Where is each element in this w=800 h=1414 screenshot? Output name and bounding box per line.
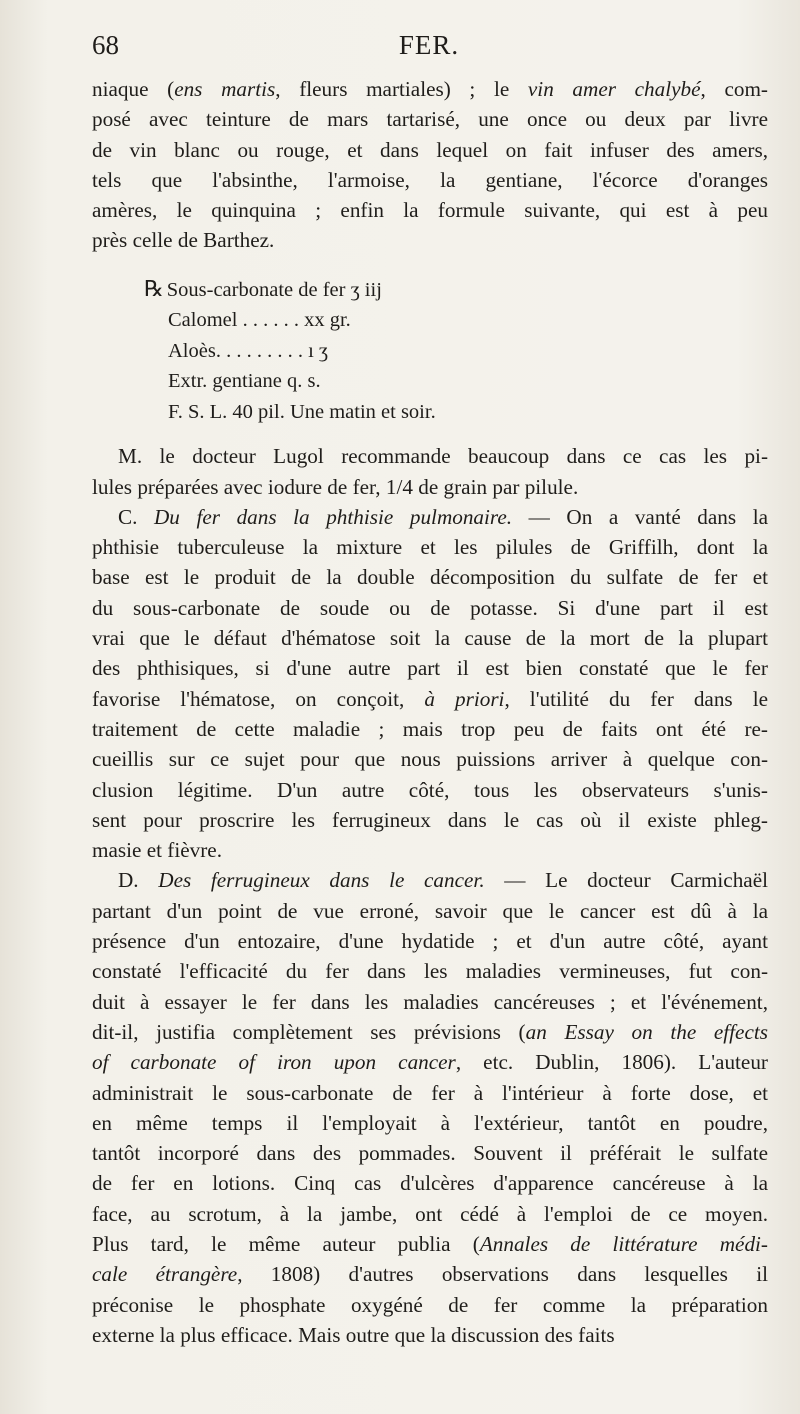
- text-line: [92, 714, 768, 744]
- text-segment: du sous-carbonate de soude ou de potasse. Si d'une part il est: [92, 595, 768, 620]
- recipe-line: [92, 305, 768, 336]
- text-segment: — Le docteur Carmichaël: [484, 868, 768, 893]
- text-line: [92, 225, 768, 255]
- text-segment: en même temps il l'employait à l'extérieur, tantôt en poudre,: [92, 1110, 768, 1135]
- text-segment: dit-il, justifia complètement ses prévisions (: [92, 1019, 526, 1044]
- italic-text: an Essay on the effects: [525, 1019, 769, 1044]
- text-segment: administrait le sous-carbonate de fer à l'intérieur à forte dose, et: [92, 1080, 768, 1105]
- recipe-line: [92, 274, 768, 306]
- text-line: [92, 195, 768, 225]
- text-segment: favorise l'hématose, on conçoit,: [92, 686, 425, 711]
- text-line: [92, 441, 768, 471]
- text-segment: Plus tard, le même auteur publia (: [92, 1232, 480, 1256]
- italic-text: Du fer dans la phthisie pulmonaire.: [154, 504, 513, 529]
- text-line: [92, 623, 768, 653]
- text-segment: posé avec teinture de mars tartarisé, une once ou deux par livre: [92, 107, 768, 132]
- text-line: [92, 1078, 768, 1108]
- text-line: [92, 1168, 768, 1198]
- text-segment: vrai que le défaut d'hématose soit la cause de la mort de la plupart: [92, 626, 768, 651]
- text-line: [92, 744, 768, 774]
- text-segment: des phthisiques, si d'une autre part il est bien constaté que le fer: [92, 656, 768, 681]
- text-segment: traitement de cette maladie ; mais trop peu de faits ont été re-: [92, 716, 768, 741]
- text-segment: présence d'un entozaire, d'une hydatide ; et d'un autre côté, ayant: [92, 929, 768, 954]
- text-line: [92, 74, 768, 104]
- italic-text: ens martis: [174, 77, 276, 101]
- text-line: [92, 502, 768, 532]
- paragraph-cancer: [92, 865, 768, 1350]
- text-segment: constaté l'efficacité du fer dans les maladies vermineuses, fut con-: [92, 959, 768, 984]
- text-segment: masie et fièvre.: [92, 838, 223, 863]
- italic-text: Annales de littérature médi-: [479, 1232, 768, 1256]
- recipe-text: Calomel . . . . . . xx gr.: [168, 309, 351, 332]
- text-line: [92, 1108, 768, 1138]
- text-segment: tels que l'absinthe, l'armoise, la gentiane, l'écorce d'oranges: [92, 167, 768, 192]
- paragraph-phthisie: [92, 502, 768, 866]
- text-segment: près celle de Barthez.: [92, 228, 275, 253]
- text-line: [92, 135, 768, 165]
- text-segment: , com-: [700, 77, 768, 101]
- text-line: [92, 1290, 768, 1320]
- body-text: [92, 74, 768, 1350]
- text-segment: clusion légitime. D'un autre côté, tous les observateurs s'unis-: [92, 777, 768, 802]
- text-line: [92, 865, 768, 895]
- recipe-text: F. S. L. 40 pil. Une matin et soir.: [168, 400, 436, 423]
- text-line: [92, 1199, 768, 1229]
- text-line: [92, 1259, 768, 1289]
- italic-text: à priori: [424, 686, 505, 711]
- text-segment: C.: [118, 504, 154, 529]
- page-number: 68: [92, 30, 119, 60]
- text-segment: — On a vanté dans la: [512, 504, 768, 529]
- text-line: [92, 532, 768, 562]
- text-line: [92, 835, 768, 865]
- recipe-text: Sous-carbonate de fer ʒ iij: [166, 278, 382, 301]
- text-segment: base est le produit de la double décomposition du sulfate de fer et: [92, 565, 768, 590]
- text-segment: tantôt incorporé dans des pommades. Souvent il préférait le sulfate: [92, 1141, 768, 1166]
- text-line: [92, 1229, 768, 1259]
- text-segment: , l'utilité du fer dans le: [504, 686, 769, 711]
- text-line: [92, 1138, 768, 1168]
- text-segment: D.: [118, 868, 159, 893]
- text-segment: phthisie tuberculeuse la mixture et les pilules de Griffilh, dont la: [92, 535, 768, 560]
- text-line: [92, 926, 768, 956]
- italic-text: vin amer chalybé: [527, 77, 701, 101]
- italic-text: Des ferrugineux dans le cancer.: [158, 868, 485, 893]
- text-segment: sent pour proscrire les ferrugineux dans le cas où il existe phleg-: [92, 807, 768, 832]
- text-segment: de vin blanc ou rouge, et dans lequel on fait infuser des amers,: [92, 137, 768, 162]
- recipe-text: Extr. gentiane q. s.: [168, 370, 321, 393]
- text-line: [92, 562, 768, 592]
- text-line: [92, 805, 768, 835]
- text-line: [92, 653, 768, 683]
- running-title: FER.: [398, 30, 460, 60]
- text-line: [92, 775, 768, 805]
- text-line: [92, 472, 768, 502]
- text-line: [92, 593, 768, 623]
- text-segment: amères, le quinquina ; enfin la formule suivante, qui est à peu: [92, 198, 768, 223]
- text-segment: cueillis sur ce sujet pour que nous puissions arriver à quelque con-: [92, 747, 768, 772]
- text-line: [92, 956, 768, 986]
- recipe-text: Aloès. . . . . . . . . ı ʒ: [168, 339, 328, 362]
- text-line: [92, 1320, 768, 1350]
- text-line: [92, 165, 768, 195]
- text-line: [92, 896, 768, 926]
- recipe-line: [92, 336, 768, 367]
- text-segment: , 1808) d'autres observations dans lesquelles il: [237, 1262, 769, 1287]
- italic-text: of carbonate of iron upon cancer: [92, 1050, 456, 1075]
- text-segment: face, au scrotum, à la jambe, ont cédé à l'emploi de ce moyen.: [92, 1201, 768, 1226]
- text-line: [92, 104, 768, 134]
- text-segment: préconise le phosphate oxygéné de fer comme la préparation: [92, 1292, 768, 1317]
- text-segment: lules préparées avec iodure de fer, 1/4 de grain par pilule.: [92, 474, 579, 499]
- recipe-formula: [92, 274, 768, 428]
- text-line: [92, 1017, 768, 1047]
- paragraph-lugol: [92, 441, 768, 502]
- text-line: [92, 684, 768, 714]
- recipe-line: [92, 366, 768, 397]
- page-header: [92, 30, 766, 70]
- text-segment: externe la plus efficace. Mais outre que la discussion des faits: [92, 1322, 615, 1347]
- text-line: [92, 987, 768, 1017]
- text-segment: partant d'un point de vue erroné, savoir que le cancer est dû à la: [92, 898, 768, 923]
- italic-text: cale étrangère: [92, 1262, 238, 1287]
- text-segment: , fleurs martiales) ; le: [275, 77, 528, 101]
- paragraph-continuation: [92, 74, 768, 256]
- text-line: [92, 1047, 768, 1077]
- text-segment: duit à essayer le fer dans les maladies cancéreuses ; et l'événement,: [92, 989, 768, 1014]
- recipe-line: [92, 397, 768, 428]
- text-segment: de fer en lotions. Cinq cas d'ulcères d'apparence cancéreuse à la: [92, 1171, 768, 1196]
- recipe-symbol: ℞: [144, 275, 164, 301]
- text-segment: M. le docteur Lugol recommande beaucoup dans ce cas les pi-: [118, 444, 768, 469]
- text-segment: niaque (: [92, 77, 175, 101]
- text-segment: , etc. Dublin, 1806). L'auteur: [455, 1050, 768, 1075]
